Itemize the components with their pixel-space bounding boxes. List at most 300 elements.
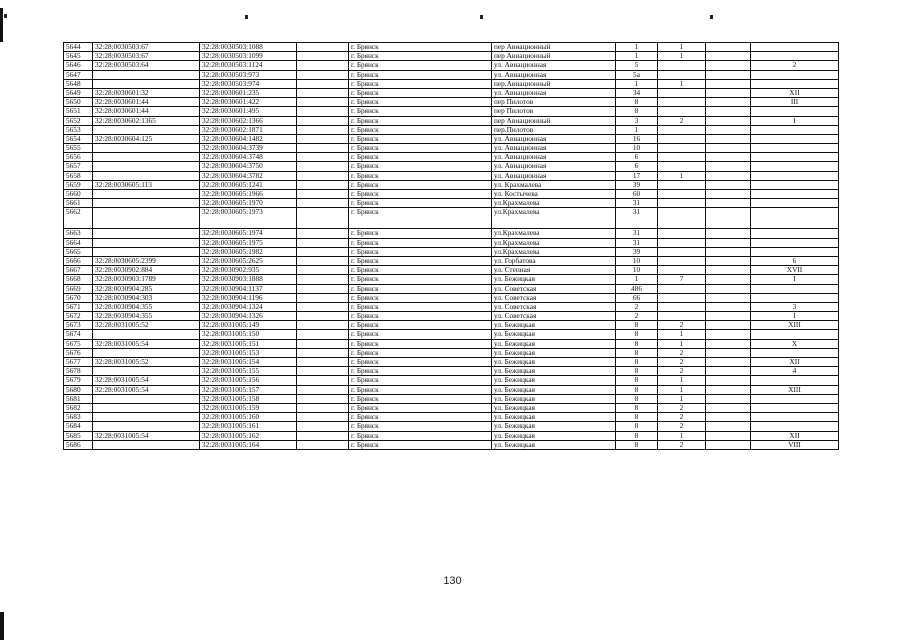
empty-cell-cell	[297, 312, 349, 321]
premises-number-cell: XIII	[751, 385, 839, 394]
table-row	[64, 208, 839, 229]
empty-cell-cell	[706, 229, 751, 238]
row-number-cell: 5661	[64, 199, 93, 208]
premises-number-cell	[751, 107, 839, 116]
premises-number-cell	[751, 79, 839, 88]
city-cell: г. Брянск	[349, 394, 492, 403]
empty-cell-cell	[706, 98, 751, 107]
city-cell: г. Брянск	[349, 275, 492, 284]
street-cell: ул. Авиационная	[492, 70, 616, 79]
empty-cell-cell	[297, 256, 349, 265]
row-number-cell: 5663	[64, 229, 93, 238]
empty-cell-cell	[706, 413, 751, 422]
row-number-cell: 5648	[64, 79, 93, 88]
street-cell: ул. Авиационная	[492, 171, 616, 180]
row-number-cell: 5665	[64, 247, 93, 256]
premises-number-cell	[751, 330, 839, 339]
empty-cell-cell	[706, 312, 751, 321]
object-cadastral-number-cell: 32:28:0030605:1982	[200, 247, 297, 256]
parcel-cadastral-number-cell	[93, 247, 200, 256]
row-number-cell: 5684	[64, 422, 93, 431]
street-cell: ул. Бежицкая	[492, 440, 616, 449]
street-cell: ул. Авиационная	[492, 88, 616, 97]
object-cadastral-number-cell: 32:28:0030605:1241	[200, 180, 297, 189]
row-number-cell: 5669	[64, 284, 93, 293]
parcel-cadastral-number-cell: 32:28:0030605:2399	[93, 256, 200, 265]
house-number-cell: 1	[616, 52, 658, 61]
street-cell: ул. Бежицкая	[492, 339, 616, 348]
house-number-cell: 8	[616, 422, 658, 431]
premises-number-cell	[751, 413, 839, 422]
empty-cell-cell	[297, 413, 349, 422]
building-number-cell	[658, 256, 706, 265]
table-row	[64, 199, 839, 208]
city-cell: г. Брянск	[349, 312, 492, 321]
empty-cell-cell	[706, 180, 751, 189]
house-number-cell: 8	[616, 107, 658, 116]
empty-cell-cell	[297, 180, 349, 189]
house-number-cell: 10	[616, 256, 658, 265]
premises-number-cell: 2	[751, 61, 839, 70]
city-cell: г. Брянск	[349, 358, 492, 367]
street-cell: ул. Советская	[492, 302, 616, 311]
building-number-cell	[658, 247, 706, 256]
empty-cell-cell	[297, 98, 349, 107]
parcel-cadastral-number-cell: 32:28:0030605:113	[93, 180, 200, 189]
binder-hole-mark	[710, 15, 713, 19]
object-cadastral-number-cell: 32:28:0031005:157	[200, 385, 297, 394]
object-cadastral-number-cell: 32:28:0030604:3748	[200, 153, 297, 162]
empty-cell-cell	[706, 403, 751, 412]
empty-cell-cell	[706, 302, 751, 311]
premises-number-cell	[751, 180, 839, 189]
house-number-cell: 8	[616, 413, 658, 422]
empty-cell-cell	[706, 52, 751, 61]
empty-cell-cell	[297, 162, 349, 171]
premises-number-cell	[751, 376, 839, 385]
table-row	[64, 98, 839, 107]
empty-cell-cell	[706, 394, 751, 403]
empty-cell-cell	[706, 107, 751, 116]
house-number-cell: 1	[616, 43, 658, 52]
empty-cell-cell	[706, 199, 751, 208]
building-number-cell	[658, 266, 706, 275]
row-number-cell: 5650	[64, 98, 93, 107]
parcel-cadastral-number-cell: 32:28:0030904:355	[93, 302, 200, 311]
parcel-cadastral-number-cell: 32:28:0030602:1365	[93, 116, 200, 125]
table-row	[64, 70, 839, 79]
row-number-cell: 5666	[64, 256, 93, 265]
row-number-cell: 5653	[64, 125, 93, 134]
empty-cell-cell	[706, 422, 751, 431]
parcel-cadastral-number-cell	[93, 403, 200, 412]
premises-number-cell: 6	[751, 256, 839, 265]
parcel-cadastral-number-cell	[93, 348, 200, 357]
object-cadastral-number-cell: 32:28:0030604:3750	[200, 162, 297, 171]
premises-number-cell: VIII	[751, 440, 839, 449]
table-row	[64, 358, 839, 367]
binder-hole-mark	[4, 14, 7, 18]
table-row	[64, 238, 839, 247]
premises-number-cell	[751, 190, 839, 199]
object-cadastral-number-cell: 32:28:0030605:1975	[200, 238, 297, 247]
object-cadastral-number-cell: 32:28:0031005:149	[200, 321, 297, 330]
city-cell: г. Брянск	[349, 153, 492, 162]
empty-cell-cell	[297, 348, 349, 357]
object-cadastral-number-cell: 32:28:0031005:155	[200, 367, 297, 376]
table-row	[64, 312, 839, 321]
city-cell: г. Брянск	[349, 284, 492, 293]
empty-cell-cell	[297, 79, 349, 88]
street-cell: ул. Бежицкая	[492, 358, 616, 367]
building-number-cell	[658, 293, 706, 302]
city-cell: г. Брянск	[349, 238, 492, 247]
object-cadastral-number-cell: 32:28:0030503:973	[200, 70, 297, 79]
object-cadastral-number-cell: 32:28:0030601:235	[200, 88, 297, 97]
house-number-cell: 6	[616, 153, 658, 162]
city-cell: г. Брянск	[349, 376, 492, 385]
object-cadastral-number-cell: 32:28:0030601:495	[200, 107, 297, 116]
street-cell: ул.Крахмалева	[492, 238, 616, 247]
house-number-cell: 2	[616, 302, 658, 311]
street-cell: ул. Авиационная	[492, 61, 616, 70]
parcel-cadastral-number-cell: 32:28:0030601:44	[93, 107, 200, 116]
empty-cell-cell	[297, 144, 349, 153]
city-cell: г. Брянск	[349, 70, 492, 79]
city-cell: г. Брянск	[349, 61, 492, 70]
street-cell: ул. Бежицкая	[492, 385, 616, 394]
object-cadastral-number-cell: 32:28:0031005:153	[200, 348, 297, 357]
object-cadastral-number-cell: 32:28:0031005:154	[200, 358, 297, 367]
parcel-cadastral-number-cell	[93, 394, 200, 403]
city-cell: г. Брянск	[349, 43, 492, 52]
house-number-cell: 39	[616, 180, 658, 189]
premises-number-cell	[751, 171, 839, 180]
building-number-cell	[658, 199, 706, 208]
scan-edge-mark-bottom	[0, 612, 4, 640]
street-cell: ул. Бежицкая	[492, 348, 616, 357]
row-number-cell: 5676	[64, 348, 93, 357]
house-number-cell: 8	[616, 98, 658, 107]
building-number-cell: 1	[658, 330, 706, 339]
premises-number-cell	[751, 153, 839, 162]
building-number-cell	[658, 162, 706, 171]
parcel-cadastral-number-cell	[93, 70, 200, 79]
city-cell: г. Брянск	[349, 144, 492, 153]
parcel-cadastral-number-cell: 32:28:0031005:52	[93, 358, 200, 367]
empty-cell-cell	[297, 134, 349, 143]
building-number-cell: 2	[658, 440, 706, 449]
street-cell: пер Пилотов	[492, 107, 616, 116]
empty-cell-cell	[706, 70, 751, 79]
row-number-cell: 5656	[64, 153, 93, 162]
empty-cell-cell	[297, 431, 349, 440]
premises-number-cell: XII	[751, 431, 839, 440]
empty-cell-cell	[706, 171, 751, 180]
city-cell: г. Брянск	[349, 199, 492, 208]
city-cell: г. Брянск	[349, 348, 492, 357]
house-number-cell: 10	[616, 144, 658, 153]
building-number-cell	[658, 302, 706, 311]
empty-cell-cell	[297, 52, 349, 61]
city-cell: г. Брянск	[349, 256, 492, 265]
object-cadastral-number-cell: 32:28:0030605:1966	[200, 190, 297, 199]
house-number-cell: 8	[616, 367, 658, 376]
street-cell: пер Авиационный	[492, 52, 616, 61]
premises-number-cell: I	[751, 275, 839, 284]
empty-cell-cell	[297, 107, 349, 116]
object-cadastral-number-cell: 32:28:0030903:1888	[200, 275, 297, 284]
empty-cell-cell	[706, 293, 751, 302]
object-cadastral-number-cell: 32:28:0030605:1973	[200, 208, 297, 229]
premises-number-cell: X	[751, 339, 839, 348]
parcel-cadastral-number-cell	[93, 330, 200, 339]
table-row	[64, 144, 839, 153]
table-row	[64, 88, 839, 97]
street-cell: пер Авиационный	[492, 43, 616, 52]
street-cell: ул. Авиационная	[492, 162, 616, 171]
row-number-cell: 5645	[64, 52, 93, 61]
row-number-cell: 5686	[64, 440, 93, 449]
row-number-cell: 5674	[64, 330, 93, 339]
object-cadastral-number-cell: 32:28:0030604:3782	[200, 171, 297, 180]
row-number-cell: 5673	[64, 321, 93, 330]
empty-cell-cell	[706, 144, 751, 153]
empty-cell-cell	[297, 190, 349, 199]
street-cell: ул.Крахмалева	[492, 199, 616, 208]
parcel-cadastral-number-cell: 32:28:0030503:67	[93, 52, 200, 61]
empty-cell-cell	[297, 330, 349, 339]
street-cell: пер Пилотов	[492, 98, 616, 107]
empty-cell-cell	[706, 208, 751, 229]
building-number-cell: 2	[658, 358, 706, 367]
building-number-cell: 1	[658, 385, 706, 394]
city-cell: г. Брянск	[349, 302, 492, 311]
parcel-cadastral-number-cell	[93, 422, 200, 431]
city-cell: г. Брянск	[349, 440, 492, 449]
house-number-cell: 8	[616, 330, 658, 339]
object-cadastral-number-cell: 32:28:0030503:1088	[200, 43, 297, 52]
house-number-cell: 2	[616, 312, 658, 321]
street-cell: пер.Авиационный	[492, 79, 616, 88]
house-number-cell: 8	[616, 321, 658, 330]
empty-cell-cell	[706, 247, 751, 256]
city-cell: г. Брянск	[349, 180, 492, 189]
empty-cell-cell	[706, 321, 751, 330]
empty-cell-cell	[297, 247, 349, 256]
object-cadastral-number-cell: 32:28:0031005:159	[200, 403, 297, 412]
parcel-cadastral-number-cell	[93, 79, 200, 88]
table-row	[64, 79, 839, 88]
empty-cell-cell	[706, 330, 751, 339]
parcel-cadastral-number-cell: 32:28:0030601:44	[93, 98, 200, 107]
row-number-cell: 5667	[64, 266, 93, 275]
house-number-cell: 31	[616, 229, 658, 238]
building-number-cell: 2	[658, 367, 706, 376]
street-cell: пер Авиационный	[492, 116, 616, 125]
street-cell: ул. Бежицкая	[492, 275, 616, 284]
empty-cell-cell	[706, 134, 751, 143]
premises-number-cell	[751, 422, 839, 431]
empty-cell-cell	[297, 302, 349, 311]
premises-number-cell: XII	[751, 358, 839, 367]
parcel-cadastral-number-cell	[93, 413, 200, 422]
empty-cell-cell	[297, 238, 349, 247]
street-cell: ул. Крахмалева	[492, 180, 616, 189]
empty-cell-cell	[706, 238, 751, 247]
city-cell: г. Брянск	[349, 79, 492, 88]
building-number-cell: 1	[658, 394, 706, 403]
row-number-cell: 5647	[64, 70, 93, 79]
empty-cell-cell	[706, 339, 751, 348]
building-number-cell: 7	[658, 275, 706, 284]
premises-number-cell	[751, 348, 839, 357]
object-cadastral-number-cell: 32:28:0030904:1324	[200, 302, 297, 311]
object-cadastral-number-cell: 32:28:0030904:1326	[200, 312, 297, 321]
building-number-cell: 1	[658, 339, 706, 348]
city-cell: г. Брянск	[349, 98, 492, 107]
table-row	[64, 431, 839, 440]
row-number-cell: 5668	[64, 275, 93, 284]
empty-cell-cell	[706, 43, 751, 52]
object-cadastral-number-cell: 32:28:0030904:1196	[200, 293, 297, 302]
city-cell: г. Брянск	[349, 422, 492, 431]
street-cell: ул. Авиационная	[492, 153, 616, 162]
street-cell: ул. Советская	[492, 293, 616, 302]
premises-number-cell: XVII	[751, 266, 839, 275]
row-number-cell: 5672	[64, 312, 93, 321]
city-cell: г. Брянск	[349, 330, 492, 339]
empty-cell-cell	[297, 394, 349, 403]
table-row	[64, 330, 839, 339]
building-number-cell	[658, 208, 706, 229]
empty-cell-cell	[706, 348, 751, 357]
city-cell: г. Брянск	[349, 171, 492, 180]
parcel-cadastral-number-cell: 32:28:0031005:52	[93, 321, 200, 330]
empty-cell-cell	[706, 125, 751, 134]
empty-cell-cell	[297, 208, 349, 229]
building-number-cell: 2	[658, 116, 706, 125]
table-row	[64, 413, 839, 422]
city-cell: г. Брянск	[349, 116, 492, 125]
street-cell: пер.Пилотов	[492, 125, 616, 134]
premises-number-cell: III	[751, 98, 839, 107]
building-number-cell	[658, 70, 706, 79]
row-number-cell: 5646	[64, 61, 93, 70]
row-number-cell: 5675	[64, 339, 93, 348]
building-number-cell	[658, 180, 706, 189]
table-row	[64, 61, 839, 70]
object-cadastral-number-cell: 32:28:0030605:2625	[200, 256, 297, 265]
street-cell: ул. Костычева	[492, 190, 616, 199]
empty-cell-cell	[297, 88, 349, 97]
empty-cell-cell	[297, 385, 349, 394]
house-number-cell: 6	[616, 162, 658, 171]
row-number-cell: 5677	[64, 358, 93, 367]
empty-cell-cell	[297, 61, 349, 70]
house-number-cell: 5а	[616, 70, 658, 79]
table-row	[64, 385, 839, 394]
table-row	[64, 403, 839, 412]
parcel-cadastral-number-cell: 32:28:0031005:54	[93, 339, 200, 348]
empty-cell-cell	[297, 116, 349, 125]
street-cell: ул. Бежицкая	[492, 376, 616, 385]
table-row	[64, 367, 839, 376]
house-number-cell: 8	[616, 431, 658, 440]
house-number-cell: 34	[616, 88, 658, 97]
empty-cell-cell	[297, 376, 349, 385]
table-row	[64, 394, 839, 403]
parcel-cadastral-number-cell	[93, 238, 200, 247]
table-row	[64, 190, 839, 199]
parcel-cadastral-number-cell	[93, 153, 200, 162]
empty-cell-cell	[297, 153, 349, 162]
premises-number-cell: I	[751, 312, 839, 321]
empty-cell-cell	[706, 376, 751, 385]
row-number-cell: 5655	[64, 144, 93, 153]
house-number-cell: 16	[616, 134, 658, 143]
parcel-cadastral-number-cell: 32:28:0030904:285	[93, 284, 200, 293]
parcel-cadastral-number-cell	[93, 367, 200, 376]
object-cadastral-number-cell: 32:28:0031005:162	[200, 431, 297, 440]
building-number-cell: 2	[658, 413, 706, 422]
building-number-cell	[658, 134, 706, 143]
table-row	[64, 180, 839, 189]
table-row	[64, 376, 839, 385]
premises-number-cell	[751, 43, 839, 52]
premises-number-cell	[751, 52, 839, 61]
street-cell: ул. Бежицкая	[492, 367, 616, 376]
building-number-cell: 1	[658, 431, 706, 440]
street-cell: ул. Степная	[492, 266, 616, 275]
city-cell: г. Брянск	[349, 229, 492, 238]
parcel-cadastral-number-cell	[93, 440, 200, 449]
house-number-cell: 1	[616, 275, 658, 284]
city-cell: г. Брянск	[349, 107, 492, 116]
premises-number-cell: XIII	[751, 321, 839, 330]
house-number-cell: 60	[616, 190, 658, 199]
empty-cell-cell	[706, 358, 751, 367]
object-cadastral-number-cell: 32:28:0030503:974	[200, 79, 297, 88]
empty-cell-cell	[706, 61, 751, 70]
empty-cell-cell	[706, 79, 751, 88]
empty-cell-cell	[706, 190, 751, 199]
object-cadastral-number-cell: 32:28:0031005:160	[200, 413, 297, 422]
row-number-cell: 5649	[64, 88, 93, 97]
empty-cell-cell	[706, 153, 751, 162]
building-number-cell	[658, 88, 706, 97]
empty-cell-cell	[706, 385, 751, 394]
parcel-cadastral-number-cell	[93, 171, 200, 180]
table-row	[64, 422, 839, 431]
empty-cell-cell	[706, 266, 751, 275]
empty-cell-cell	[706, 284, 751, 293]
building-number-cell	[658, 61, 706, 70]
city-cell: г. Брянск	[349, 88, 492, 97]
house-number-cell: 8	[616, 385, 658, 394]
parcel-cadastral-number-cell	[93, 190, 200, 199]
row-number-cell: 5670	[64, 293, 93, 302]
row-number-cell: 5680	[64, 385, 93, 394]
table-row	[64, 247, 839, 256]
house-number-cell: 31	[616, 238, 658, 247]
premises-number-cell	[751, 238, 839, 247]
object-cadastral-number-cell: 32:28:0030602:1366	[200, 116, 297, 125]
street-cell: ул. Горбатова	[492, 256, 616, 265]
city-cell: г. Брянск	[349, 321, 492, 330]
house-number-cell: 10	[616, 266, 658, 275]
table-row	[64, 284, 839, 293]
